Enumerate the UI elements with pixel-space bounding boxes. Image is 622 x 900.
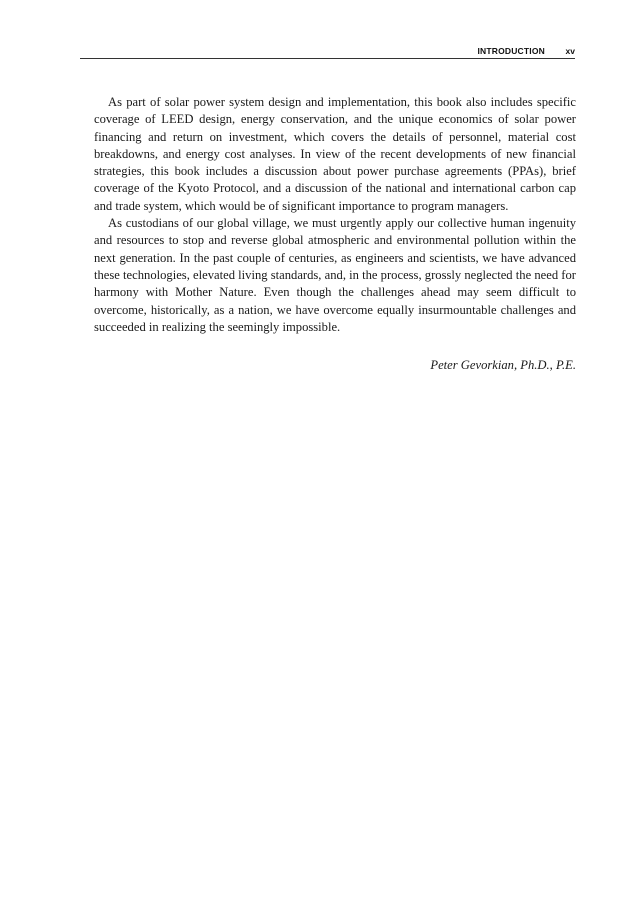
page-number: xv (565, 46, 575, 56)
author-signature: Peter Gevorkian, Ph.D., P.E. (430, 358, 576, 372)
introduction-body (94, 94, 576, 336)
running-head (80, 46, 575, 59)
running-head-section-title: INTRODUCTION (477, 46, 545, 56)
paragraph-solar-economics: As part of solar power system design and implementation, this book also includes specific coverage of LEED design, energy conservation, and the unique economics of solar power financing and return on investment, which covers the details of personnel, material cost breakdowns, and energy cost analyses. In view of the recent developments of new financial strategies, this book includes a discussion about power purchase agreements (PPAs), brief coverage of the Kyoto Protocol, and a discussion of the national and international carbon cap and trade system, which would be of significant importance to program managers. (94, 95, 576, 213)
paragraph-global-village: As custodians of our global village, we must urgently apply our collective human ingenuity and resources to stop and reverse global atmospheric and environmental pollution within the next generation. In the past couple of centuries, as engineers and scientists, we have advanced these technologies, elevated living standards, and, in the process, grossly neglected the need for harmony with Mother Nature. Even though the challenges ahead may seem difficult to overcome, historically, as a nation, we have overcome equally insurmountable challenges and succeeded in realizing the seemingly impossible. (94, 216, 576, 334)
